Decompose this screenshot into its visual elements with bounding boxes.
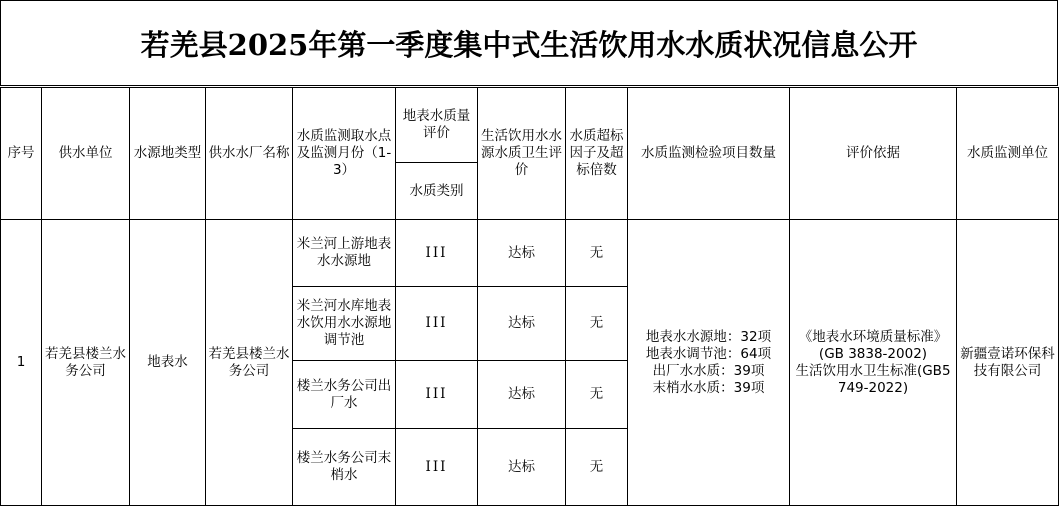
- row-basis: [790, 220, 957, 506]
- row-seq: 1: [1, 220, 42, 506]
- header-items: 水质监测检验项目数量: [628, 88, 790, 220]
- point-name: 米兰河水库地表水饮用水水源地调节池: [293, 287, 396, 361]
- point-name: 楼兰水务公司出厂水: [293, 361, 396, 429]
- header-monitor-unit: 水质监测单位: [957, 88, 1059, 220]
- items-line: 地表水调节池：64项: [645, 345, 772, 362]
- header-drinking-eval: 生活饮用水水源水质卫生评价: [478, 88, 566, 220]
- point-eval: 达标: [478, 287, 566, 361]
- point-eval: 达标: [478, 361, 566, 429]
- header-supplier: 供水单位: [42, 88, 130, 220]
- point-exceed: 无: [566, 429, 628, 506]
- header-basis: 评价依据: [790, 88, 957, 220]
- header-water-class: 水质类别: [396, 163, 478, 220]
- header-surface-eval: 地表水质量评价: [396, 88, 478, 163]
- row-monitor-unit: 新疆壹诺环保科技有限公司: [957, 220, 1059, 506]
- point-class: III: [396, 220, 478, 287]
- header-plant: 供水水厂名称: [206, 88, 293, 220]
- header-point: 水质监测取水点及监测月份（1-3）: [293, 88, 396, 220]
- point-name: 米兰河上游地表水水源地: [293, 220, 396, 287]
- row-source-type: 地表水: [130, 220, 206, 506]
- basis-line: 《地表水环境质量标准》(GB 3838-2002): [798, 328, 948, 362]
- row-supplier: 若羌县楼兰水务公司: [42, 220, 130, 506]
- point-class: III: [396, 429, 478, 506]
- header-seq: 序号: [1, 88, 42, 220]
- row-items: [628, 220, 790, 506]
- items-line: 地表水水源地：32项: [645, 328, 772, 345]
- point-exceed: 无: [566, 220, 628, 287]
- items-line: 末梢水水质：39项: [652, 379, 765, 396]
- point-name: 楼兰水务公司末梢水: [293, 429, 396, 506]
- items-line: 出厂水水质：39项: [652, 362, 765, 379]
- page-title: 若羌县2025年第一季度集中式生活饮用水水质状况信息公开: [0, 0, 1058, 86]
- row-plant: 若羌县楼兰水务公司: [206, 220, 293, 506]
- water-quality-table: [0, 87, 1059, 506]
- header-exceed: 水质超标因子及超标倍数: [566, 88, 628, 220]
- header-source-type: 水源地类型: [130, 88, 206, 220]
- point-exceed: 无: [566, 287, 628, 361]
- point-eval: 达标: [478, 429, 566, 506]
- basis-line: 生活饮用水卫生标准(GB5749-2022): [795, 362, 951, 396]
- point-class: III: [396, 361, 478, 429]
- point-class: III: [396, 287, 478, 361]
- point-eval: 达标: [478, 220, 566, 287]
- point-exceed: 无: [566, 361, 628, 429]
